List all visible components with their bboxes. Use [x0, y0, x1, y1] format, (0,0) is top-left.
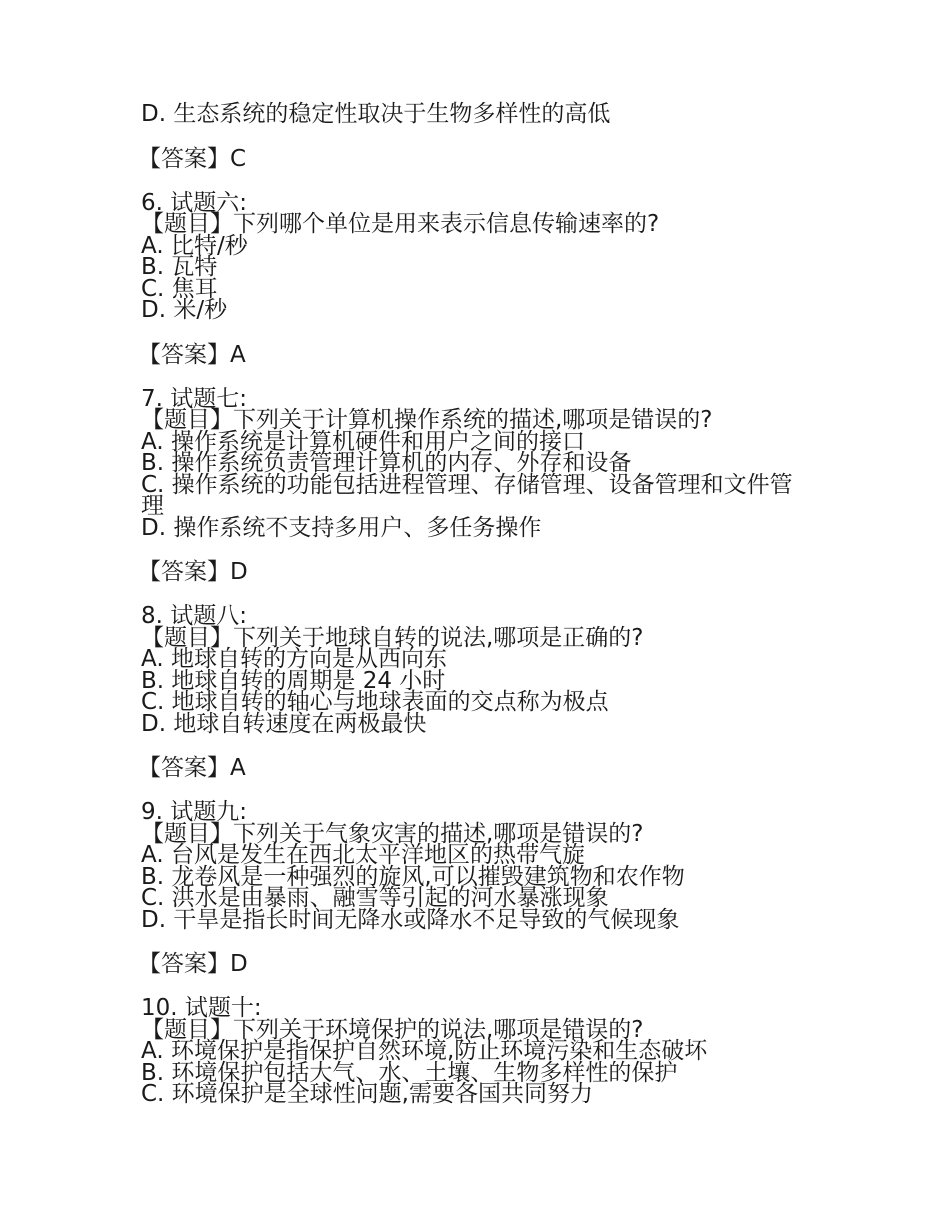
option-c: C. 地球自转的轴心与地球表面的交点称为极点 — [141, 689, 609, 715]
answer: 【答案】D — [138, 559, 248, 585]
option-a: A. 地球自转的方向是从西向东 — [141, 646, 447, 672]
option-a: A. 比特/秒 — [141, 232, 248, 259]
option-c: C. 环境保护是全球性问题,需要各国共同努力 — [141, 1081, 593, 1107]
option-a: A. 操作系统是计算机硬件和用户之间的接口 — [141, 428, 585, 455]
leading-answer: 【答案】C — [138, 145, 247, 172]
question-header: 6. 试题六: — [141, 189, 248, 216]
question-block — [141, 995, 801, 1107]
option-c: C. 焦耳 — [141, 275, 218, 302]
option-b: B. 地球自转的周期是 24 小时 — [141, 667, 446, 694]
question-stem: 【题目】下列关于地球自转的说法,哪项是正确的? — [141, 624, 644, 651]
option-b: B. 操作系统负责管理计算机的内存、外存和设备 — [141, 450, 632, 476]
document-page — [138, 101, 801, 1107]
option-b: B. 龙卷风是一种强烈的旋风,可以摧毁建筑物和农作物 — [141, 863, 685, 890]
option-d: D. 米/秒 — [141, 297, 228, 323]
option-c: C. 洪水是由暴雨、融雪等引起的河水暴涨现象 — [141, 885, 609, 911]
option-b: B. 环境保护包括大气、水、土壤、生物多样性的保护 — [141, 1059, 678, 1086]
option-a: A. 台风是发生在西北太平洋地区的热带气旋 — [141, 842, 585, 868]
leading-option-d: D. 生态系统的稳定性取决于生物多样性的高低 — [141, 101, 611, 127]
question-block — [138, 799, 801, 998]
option-d: D. 操作系统不支持多用户、多任务操作 — [141, 514, 542, 541]
question-block — [138, 603, 801, 802]
option-a: A. 环境保护是指保护自然环境,防止环境污染和生态破坏 — [141, 1038, 708, 1064]
question-block — [138, 385, 801, 607]
answer: 【答案】A — [138, 341, 246, 368]
option-d: D. 干旱是指长时间无降水或降水不足导致的气候现象 — [141, 906, 680, 933]
question-stem: 【题目】下列关于气象灾害的描述,哪项是错误的? — [141, 820, 644, 847]
question-stem: 【题目】下列哪个单位是用来表示信息传输速率的? — [141, 211, 660, 237]
question-header: 9. 试题九: — [141, 799, 248, 825]
question-block — [138, 189, 801, 389]
option-c: C. 操作系统的功能包括进程管理、存储管理、设备管理和文件管理 — [141, 471, 793, 519]
option-b: B. 瓦特 — [141, 254, 218, 280]
question-header: 10. 试题十: — [141, 995, 262, 1021]
question-stem: 【题目】下列关于计算机操作系统的描述,哪项是错误的? — [141, 407, 713, 433]
option-d: D. 地球自转速度在两极最快 — [141, 710, 427, 737]
answer: 【答案】A — [138, 755, 246, 781]
question-stem: 【题目】下列关于环境保护的说法,哪项是错误的? — [141, 1016, 644, 1043]
answer: 【答案】D — [138, 951, 248, 977]
question-header: 7. 试题七: — [141, 385, 248, 412]
question-header: 8. 试题八: — [141, 603, 248, 629]
